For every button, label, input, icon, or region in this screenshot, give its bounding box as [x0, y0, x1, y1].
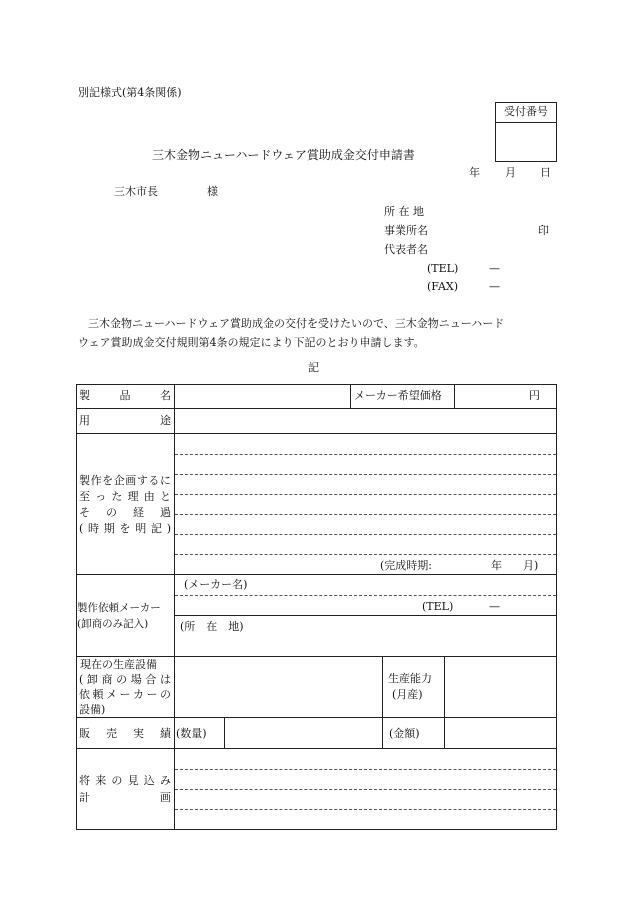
col-line — [454, 384, 455, 408]
sales-amount-label: (金額) — [389, 727, 420, 740]
equipment-field[interactable] — [176, 658, 380, 716]
sales-label: 販 売 実 績 — [79, 727, 171, 740]
row-line — [76, 656, 557, 657]
receipt-number-label: 受付番号 — [504, 105, 548, 118]
usage-field[interactable] — [176, 410, 555, 432]
row-line — [76, 408, 557, 409]
completion-year: 年 — [491, 559, 502, 572]
reason-field[interactable] — [176, 435, 555, 555]
maker-price-label: メーカー希望価格 — [354, 389, 442, 402]
maker-divider — [174, 615, 557, 616]
reason-label-line-1: 製 作 を 企 画 す る に — [79, 474, 171, 487]
maker-price-field[interactable] — [456, 386, 526, 407]
yen-unit: 円 — [529, 389, 540, 402]
product-name-label: 製 品 名 — [79, 389, 171, 402]
applicant-business-name-label: 事業所名 — [384, 224, 428, 237]
body-text-line-2: ウェア賞助成金交付規則第4条の規定により下記のとおり申請します。 — [78, 336, 425, 349]
future-plan-label-line-1: 将 来 の 見 込 み — [79, 774, 171, 787]
col-line — [382, 656, 383, 748]
receipt-box-divider — [495, 122, 557, 123]
addressee-honorific: 様 — [207, 185, 218, 198]
equipment-label-line-3: 依 頼 メ ー カ ー の — [79, 688, 171, 701]
applicant-tel-label: (TEL) — [427, 262, 459, 275]
row-line — [76, 574, 557, 575]
reason-label-line-3: そ の 経 過 — [79, 506, 171, 519]
usage-label: 用 途 — [79, 414, 171, 427]
capacity-unit-label: (月産) — [392, 688, 423, 701]
maker-address-label: (所 在 地) — [180, 620, 244, 633]
applicant-tel-dash: — — [489, 262, 500, 275]
document-title: 三木金物ニューハードウェア賞助成金交付申請書 — [152, 148, 415, 162]
col-line — [224, 717, 225, 748]
writing-line — [175, 595, 556, 596]
addressee-name: 三木市長 — [114, 185, 158, 198]
maker-address-field[interactable] — [176, 617, 555, 655]
col-line — [350, 384, 351, 408]
applicant-representative-label: 代表者名 — [384, 243, 428, 256]
capacity-label: 生産能力 — [388, 672, 432, 685]
seal-mark: 印 — [538, 224, 549, 237]
col-line — [444, 656, 445, 748]
reason-label-line-4: ( 時 期 を 明 記 ) — [79, 522, 171, 535]
reason-label-line-2: 至 っ た 理 由 と — [79, 490, 171, 503]
equipment-label-line-4: 設備) — [79, 703, 106, 716]
future-plan-label-line-2: 計 画 — [79, 791, 171, 804]
maker-tel-dash: — — [489, 600, 500, 613]
product-name-field[interactable] — [176, 386, 348, 407]
ki-heading: 記 — [308, 361, 319, 374]
maker-label-line-2: (卸商のみ記入) — [77, 618, 149, 630]
applicant-fax-dash: — — [489, 280, 500, 293]
body-text-line-1: 三木金物ニューハードウェア賞助成金の交付を受けたいので、三木金物ニューハード — [88, 317, 505, 330]
maker-name-field[interactable] — [176, 580, 555, 594]
maker-name-label: (メーカー名) — [184, 578, 248, 591]
equipment-label-line-1: 現在の生産設備 — [80, 658, 157, 671]
capacity-field[interactable] — [446, 658, 555, 716]
date-year: 年 — [469, 166, 480, 179]
completion-month: 月) — [523, 559, 539, 572]
applicant-fax-label: (FAX) — [427, 280, 459, 293]
row-line — [76, 748, 557, 749]
sales-quantity-label: (数量) — [176, 727, 207, 740]
equipment-label-line-2: ( 卸 商 の 場 合 は — [79, 673, 171, 686]
completion-label: (完成時期: — [380, 559, 432, 572]
row-line — [76, 433, 557, 434]
label-column-line — [174, 384, 175, 830]
date-month: 月 — [505, 166, 516, 179]
sales-amount-field[interactable] — [446, 719, 555, 747]
maker-label-line-1: 製作依頼メーカー — [77, 602, 161, 614]
applicant-address-label: 所 在 地 — [384, 205, 424, 218]
future-plan-field[interactable] — [176, 750, 555, 828]
maker-tel-label: (TEL) — [422, 600, 454, 613]
row-line — [76, 717, 557, 718]
date-day: 日 — [540, 166, 551, 179]
form-label: 別記様式(第4条関係) — [78, 86, 182, 99]
sales-quantity-field[interactable] — [226, 719, 380, 747]
